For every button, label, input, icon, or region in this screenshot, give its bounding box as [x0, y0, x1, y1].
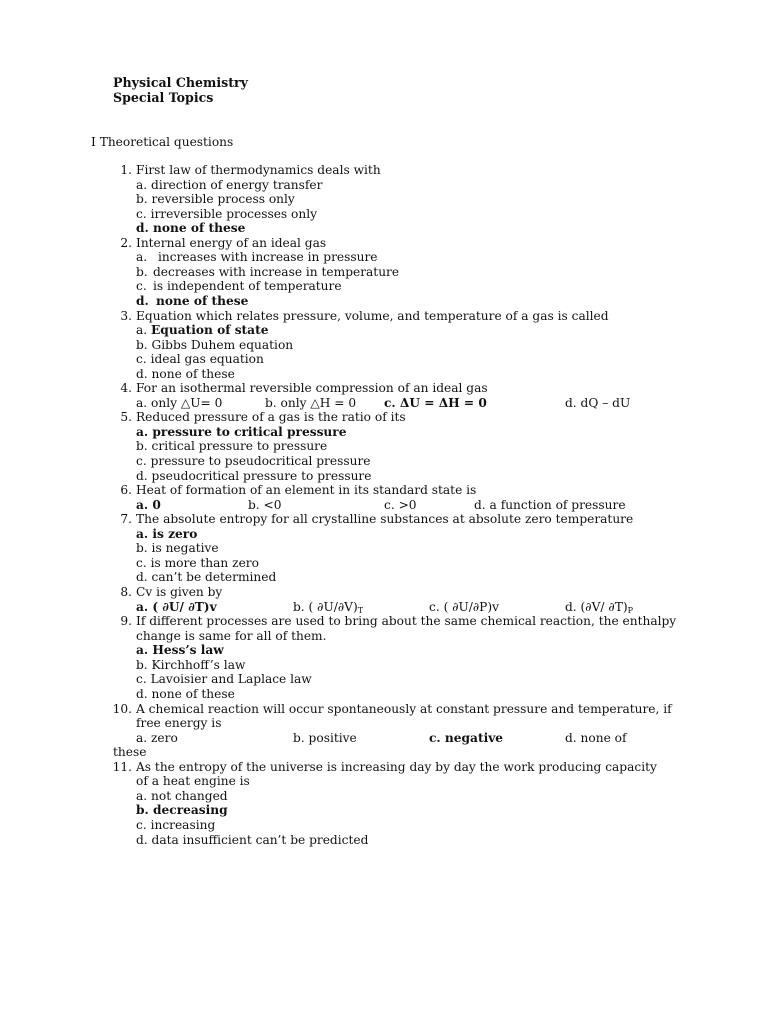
option-b-subscript: T [357, 606, 364, 615]
option-d-subscript: P [627, 606, 633, 615]
section-heading: I Theoretical questions [91, 135, 234, 149]
option-d-wrap: these [113, 745, 147, 759]
question-number: 3. [120, 309, 132, 323]
option-c: c. Lavoisier and Laplace law [136, 672, 312, 686]
option-b: b. Gibbs Duhem equation [136, 338, 294, 352]
option-c: c. pressure to pseudocritical pressure [136, 454, 371, 468]
option-c-answer: c. negative [429, 731, 504, 745]
option-d: d. none of these [136, 687, 235, 701]
question-text: Equation which relates pressure, volume, and temperature of a gas is called [136, 309, 609, 323]
question-number: 6. [120, 483, 132, 497]
option-d: d. a function of pressure [474, 498, 626, 512]
option-c: c. increasing [136, 818, 216, 832]
option-a-answer: a. ( ∂U/ ∂T)v [136, 600, 217, 614]
question-text: Internal energy of an ideal gas [136, 236, 327, 250]
option-b-prefix: b. [136, 265, 148, 279]
option-c: c. ideal gas equation [136, 352, 264, 366]
option-d-answer: d. none of these [136, 221, 246, 235]
option-a: a. not changed [136, 789, 228, 803]
option-b: b. Kirchhoff’s law [136, 658, 246, 672]
document-title: Physical Chemistry [113, 75, 248, 90]
question-number: 9. [120, 614, 132, 628]
option-a-answer: a. is zero [136, 527, 198, 541]
option-c: c. >0 [384, 498, 417, 512]
option-a-answer: a. pressure to critical pressure [136, 425, 347, 439]
option-d-answer: none of these [156, 294, 249, 308]
option-a-prefix: a. [136, 323, 152, 337]
option-a-answer: a. Hess’s law [136, 643, 224, 657]
option-b: b. <0 [248, 498, 282, 512]
option-b: b. only △H = 0 [265, 396, 357, 410]
option-a: a. zero [136, 731, 178, 745]
question-text: The absolute entropy for all crystalline substances at absolute zero temperature [136, 512, 634, 526]
option-a-answer: Equation of state [151, 323, 269, 337]
question-text: Heat of formation of an element in its standard state is [136, 483, 477, 497]
option-b: b. positive [293, 731, 357, 745]
option-d: d. pseudocritical pressure to pressure [136, 469, 372, 483]
option-a-prefix: a. [136, 250, 148, 264]
question-number: 7. [120, 512, 132, 526]
question-number: 5. [120, 410, 132, 424]
option-c: c. is more than zero [136, 556, 259, 570]
document-subtitle: Special Topics [113, 90, 214, 105]
option-a: a. direction of energy transfer [136, 178, 323, 192]
question-text: For an isothermal reversible compression of an ideal gas [136, 381, 488, 395]
question-text-continued: of a heat engine is [136, 774, 250, 788]
option-d: d. data insufficient can’t be predicted [136, 833, 369, 847]
question-number: 8. [120, 585, 132, 599]
option-a-answer: a. 0 [136, 498, 161, 512]
option-a: a. only △U= 0 [136, 396, 223, 410]
question-text: As the entropy of the universe is increasing day by day the work producing capacity [136, 760, 657, 774]
option-c-answer: c. ΔU = ΔH = 0 [384, 396, 487, 410]
option-b: b. critical pressure to pressure [136, 439, 328, 453]
option-d-text: d. (∂V/ ∂T) [565, 600, 628, 614]
option-d-prefix: d. [136, 294, 149, 308]
option-a: increases with increase in pressure [158, 250, 378, 264]
question-number: 1. [120, 163, 132, 177]
question-text: If different processes are used to bring about the same chemical reaction, the enthalpy [136, 614, 677, 628]
option-c: c. irreversible processes only [136, 207, 318, 221]
option-c: is independent of temperature [153, 279, 342, 293]
question-text: A chemical reaction will occur spontaneously at constant pressure and temperature, if [136, 702, 672, 716]
option-d: d. none of [565, 731, 627, 745]
option-d: d. none of these [136, 367, 235, 381]
option-a [136, 323, 268, 338]
question-number: 2. [120, 236, 132, 250]
question-text: Reduced pressure of a gas is the ratio of its [136, 410, 406, 424]
question-number: 4. [120, 381, 132, 395]
option-b: decreases with increase in temperature [153, 265, 400, 279]
option-b-answer: b. decreasing [136, 803, 228, 817]
question-number: 10. [112, 702, 132, 716]
option-d: d. dQ – dU [565, 396, 631, 410]
question-text: Cv is given by [136, 585, 223, 599]
option-b: b. reversible process only [136, 192, 295, 206]
option-c: c. ( ∂U/∂P)v [429, 600, 500, 614]
option-b: b. is negative [136, 541, 219, 555]
option-c-prefix: c. [136, 279, 147, 293]
question-text: First law of thermodynamics deals with [136, 163, 381, 177]
option-d: d. can’t be determined [136, 570, 277, 584]
question-text-continued: change is same for all of them. [136, 629, 327, 643]
question-number: 11. [112, 760, 132, 774]
question-text-continued: free energy is [136, 716, 222, 730]
option-b-text: b. ( ∂U/∂V) [293, 600, 358, 614]
